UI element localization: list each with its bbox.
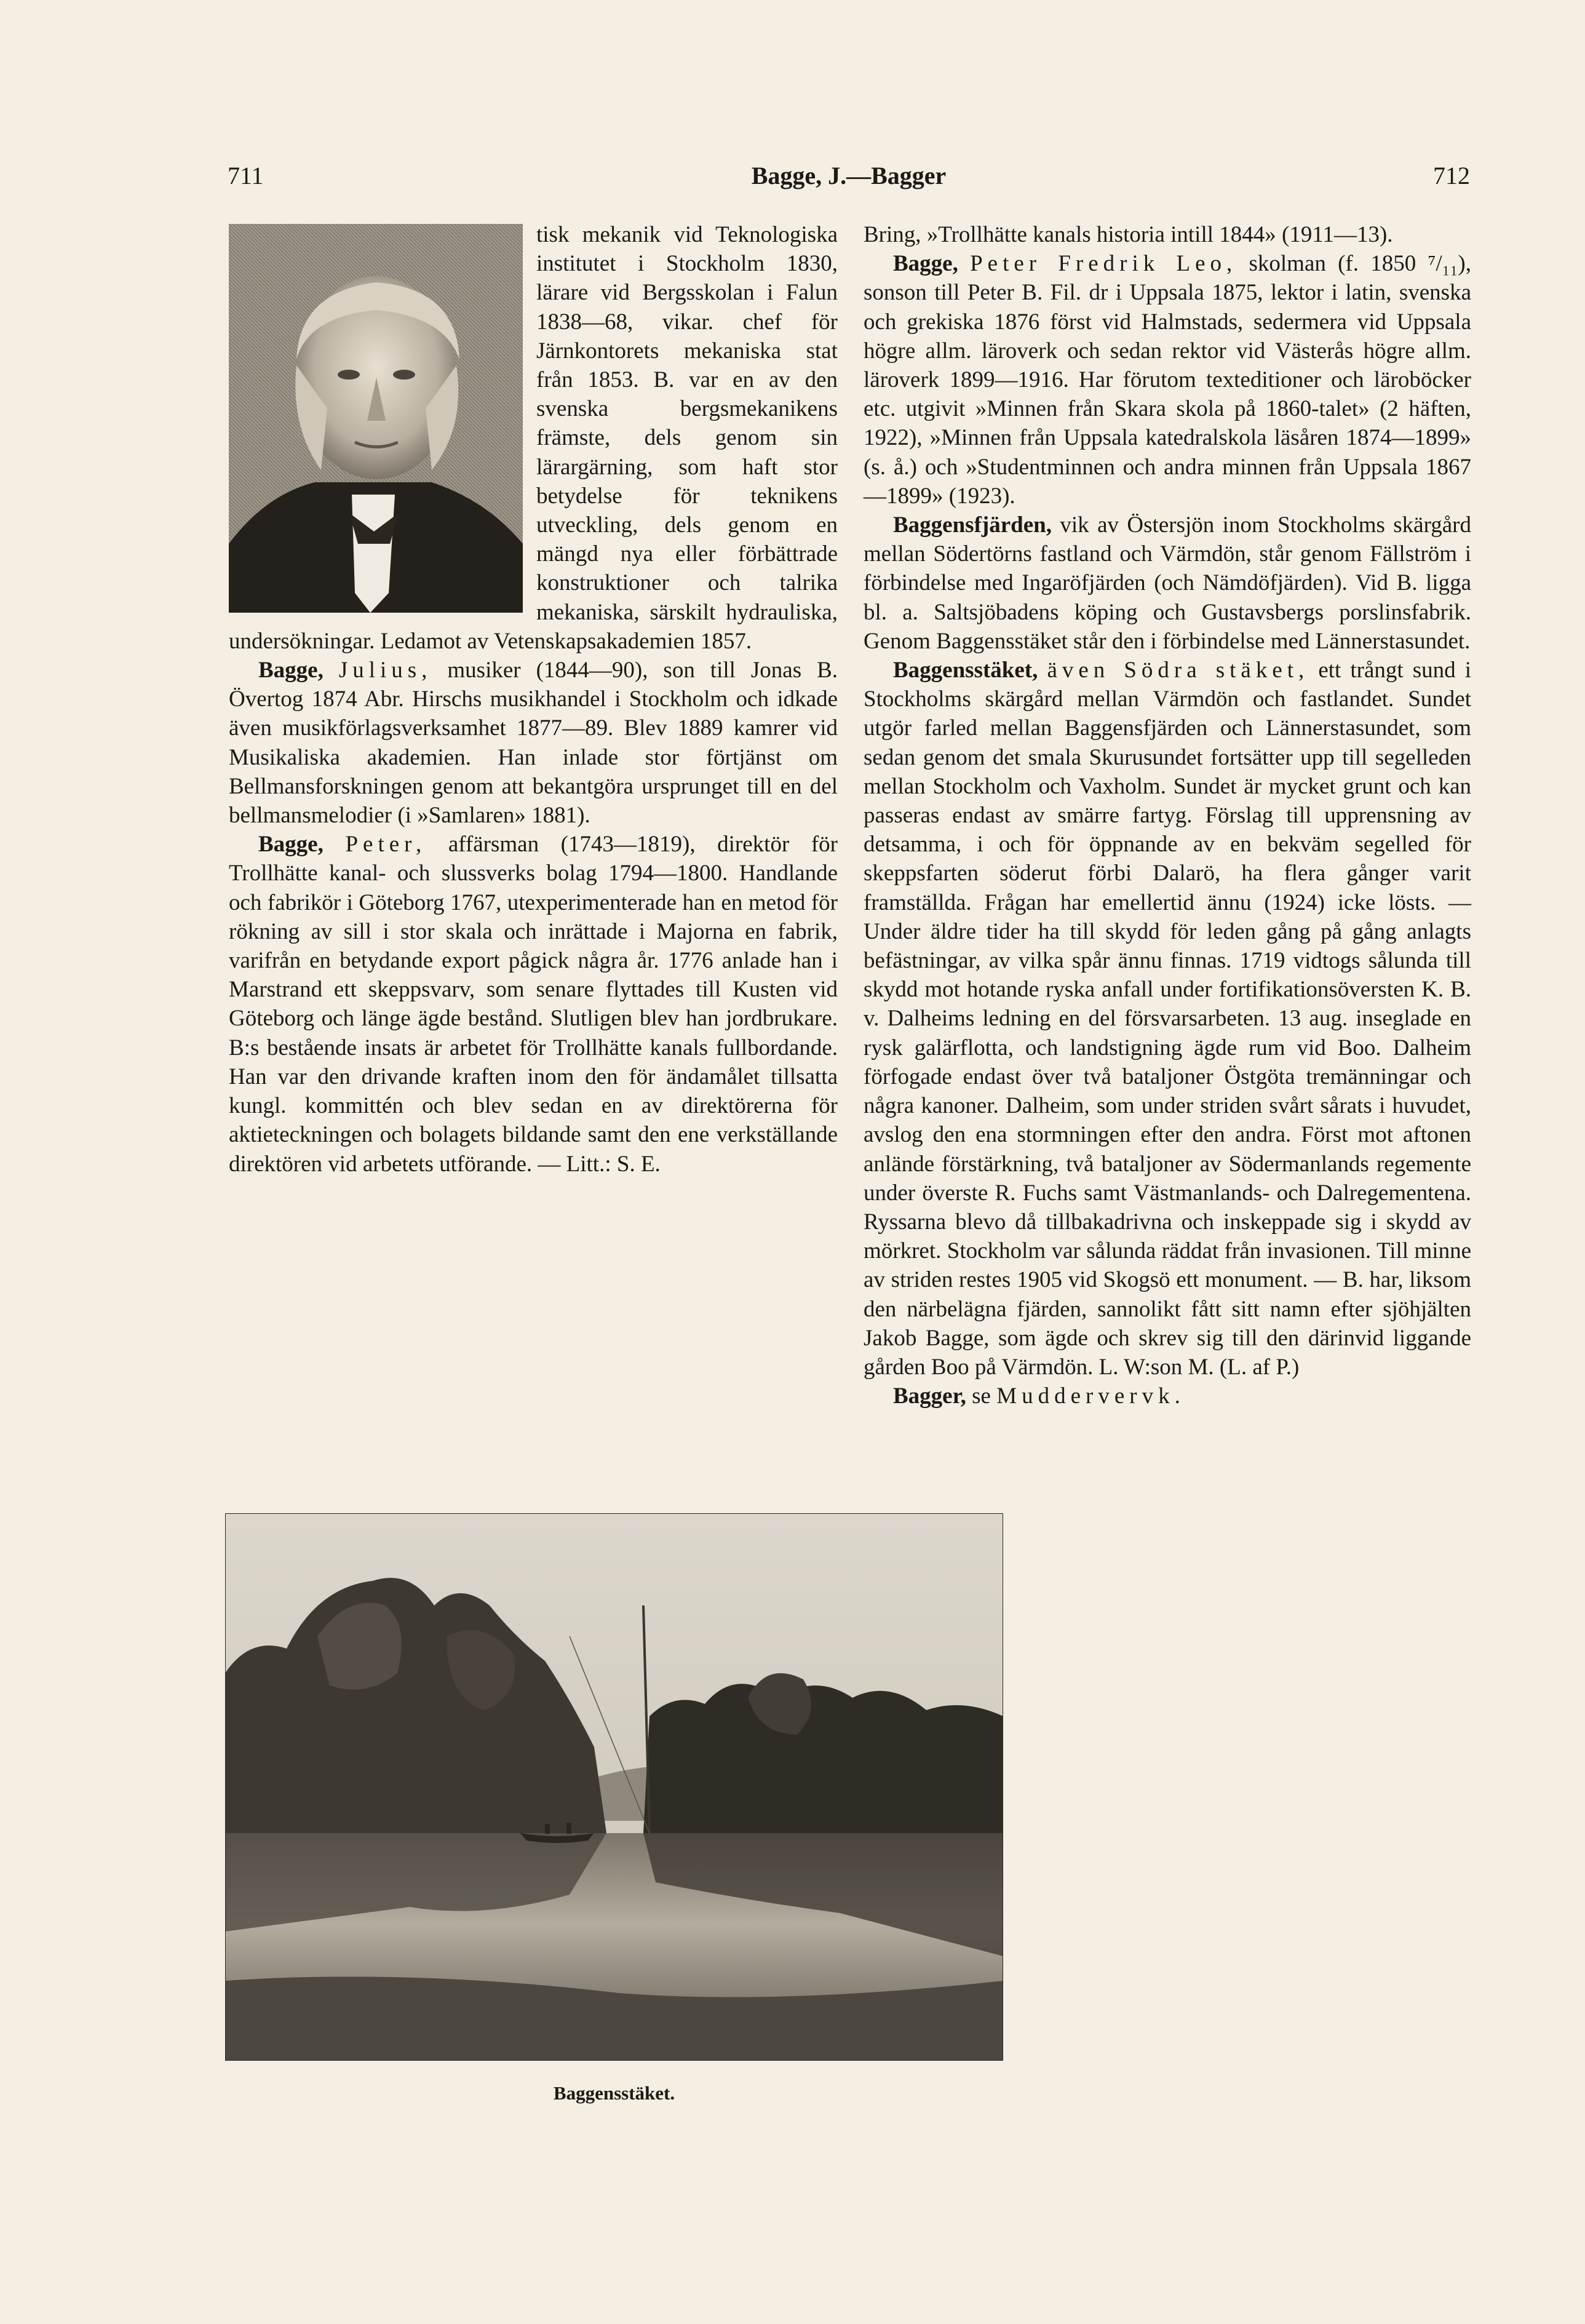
- page-number-right: 712: [1433, 162, 1470, 189]
- page-number-left: 711: [228, 162, 264, 189]
- baggensstaket-photo: [225, 1513, 1003, 2061]
- photo-caption: Baggensstäket.: [553, 2082, 675, 2104]
- entry-bagge-peter: Bagge, Peter, affärsman (1743—1819), direktör för Trollhätte kanal- och slussverks bolag 1794—1800. Handlande och fabrikör i Göteborg 1767, utexperimenterade han en metod för rökning av sill i stor skala och inrättade i Majorna en fabrik, varifrån en betydande export pågick några år. 1776 anlade han i Marstrand ett skeppsvarv, som senare flyttades till Kusten vid Göteborg och länge ägde bestånd. Slutligen blev han jordbrukare. B:s bestående insats är arbetet för Trollhätte kanals fullbordande. Han var den drivande kraften inom den för ändamålet tillsatta kungl. kommittén och blev sedan en av direktörerna för aktieteckningen och bolagets bildande samt den ene verkställande direktören vid arbetets utförande. — Litt.: S. E.: [229, 832, 838, 1177]
- portrait-image: [229, 224, 523, 613]
- entry-baggensstaket: Baggensstäket, även Södra stäket, ett trångt sund i Stockholms skärgård mellan Värmdön och fastlandet. Sundet utgör farled mellan Baggensfjärden och Lännerstasundet, som sedan genom det smala Skurusundet fortsätter upp till segelleden mellan Stockholm och Vaxholm. Sundet är mycket grunt och kan passeras endast av smärre fartyg. Förslag till upprensning av detsamma, i och för öppnande av en bekväm segelled för skeppsfarten söderut förbi Dalarö, ha flera gånger varit framställda. Frågan har emellertid ännu (1924) icke lösts. — Under äldre tider ha till skydd för leden gång på gång anlagts befästningar, av vilka spår ännu finnas. 1719 vidtogs sålunda till skydd mot hotande ryska anfall under fortifikationsöversten K. B. v. Dalheims ledning en del försvarsarbeten. 13 aug. inseglade en rysk galärflotta, och landstigning ägde rum vid Boo. Dalheim förfogade endast över två bataljoner Östgöta tremänningar och några kanoner. Dalheim, som under striden svårt sårats i huvudet, avslog den ena stormningen efter den andra. Först mot aftonen anlände förstärkning, två bataljoner av Södermanlands regemente under överste R. Fuchs samt Västmanlands- och Dalregementena. Ryssarna blevo då tillbakadrivna och inskeppade sig i skydd av mörkret. Stockholm var sålunda räddat från invasionen. Till minne av striden restes 1905 vid Skogsö ett monument. — B. har, liksom den närbelägna fjärden, sannolikt fått sitt namn efter sjöhjälten Jakob Bagge, som ägde och skrev sig till den därinvid liggande gården Boo på Värmdön. L. W:son M. (L. af P.): [864, 658, 1471, 1380]
- right-column: [864, 220, 1471, 1411]
- continuation-text: tisk mekanik vid Teknologiska institutet i Stockholm 1830, lärare vid Bergsskolan i Falun 1838—68, vikar. chef för Järnkontorets mekaniska stat från 1853. B. var en av den svenska bergsmekanikens främste, dels genom sin lärargärning, som haft stor betydelse för teknikens utveckling, dels genom en mängd nya eller förbättrade konstruktioner och talrika mekaniska, särskilt hydrauliska, undersökningar. Ledamot av Vetenskapsakademien 1857.: [229, 222, 838, 654]
- entry-bagge-julius: Bagge, Julius, musiker (1844—90), son till Jonas B. Övertog 1874 Abr. Hirschs musikhandel i Stockholm och idkade även musikförlagsverksamhet 1877—89. Blev 1889 kamrer vid Musikaliska akademien. Han inlade stor förtjänst om Bellmansforskningen genom att bekantgöra ursprunget till en del bellmansmelodier (i »Samlaren» 1881).: [229, 658, 838, 829]
- page-header: [228, 161, 1470, 198]
- entry-bagge-peter-fredrik: Bagge, Peter Fredrik Leo, skolman (f. 1850 ⁷/₁₁), sonson till Peter B. Fil. dr i Uppsala 1875, lektor i latin, svenska och grekiska 1876 först vid Halmstads, sedermera vid Uppsala högre allm. läroverk och sedan rektor vid Västerås högre allm. läroverk 1899—1916. Har förutom texteditioner och läroböcker etc. utgivit »Minnen från Skara skola på 1860-talet» (2 häften, 1922), »Minnen från Uppsala katedralskola läsåren 1874—1899» (s. å.) och »Studentminnen och andra minnen från Uppsala 1867—1899» (1923).: [864, 251, 1471, 509]
- running-title: Bagge, J.—Bagger: [751, 162, 947, 189]
- entry-baggensfjarden: Baggensfjärden, vik av Östersjön inom Stockholms skärgård mellan Södertörns fastland och Värmdön, står genom Fällström i förbindelse med Ingaröfjärden (och Nämdöfjärden). Vid B. ligga bl. a. Saltsjöbadens köping och Gustavsbergs porslinsfabrik. Genom Baggensstäket står den i förbindelse med Lännerstasundet.: [864, 512, 1472, 654]
- left-column: [229, 220, 838, 1179]
- entry-bagger: Bagger, se Muddervervk.: [893, 1383, 1185, 1409]
- continuation-text-right: Bring, »Trollhätte kanals historia intill 1844» (1911—13).: [864, 222, 1393, 247]
